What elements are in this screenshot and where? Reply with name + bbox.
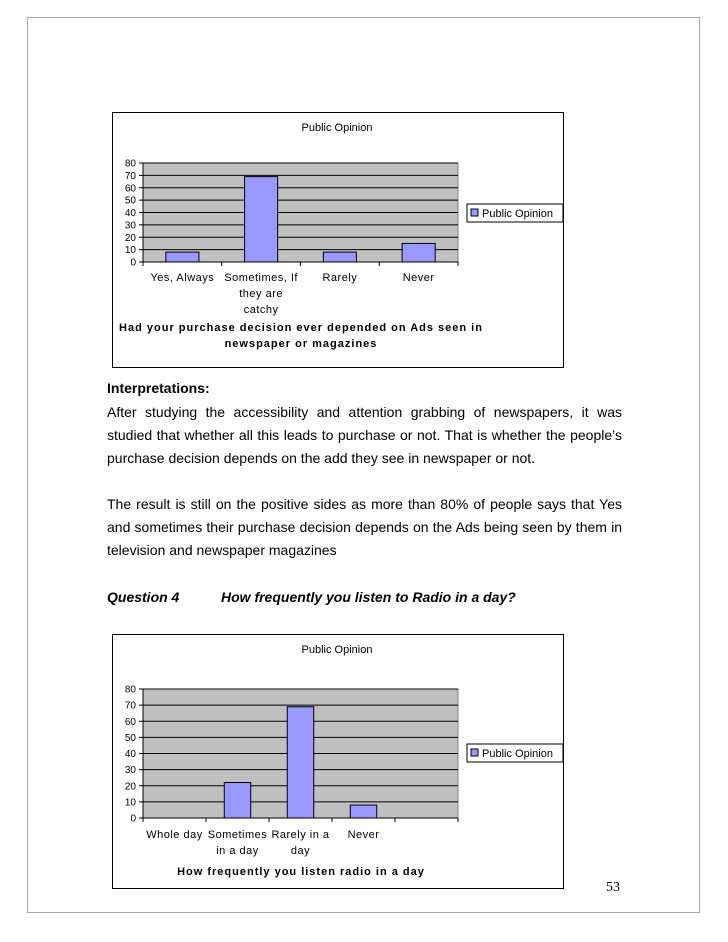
interpretation-paragraph-1: After studying the accessibility and attention grabbing of newspapers, it was studied that whether all this leads to purchase or not. That is whether the people’s purchase decision depends on the add they see in newspaper or not. — [107, 404, 622, 466]
y-tick-label: 80 — [124, 158, 136, 170]
y-tick-label: 80 — [124, 684, 136, 696]
y-tick-label: 60 — [124, 716, 136, 728]
x-axis-label: Had your purchase decision ever depended on Ads seen in — [119, 322, 483, 334]
question-text: How frequently you listen to Radio in a day? — [221, 589, 516, 605]
y-tick-label: 50 — [124, 732, 136, 744]
y-tick-label: 20 — [124, 781, 136, 793]
legend-swatch — [471, 209, 478, 216]
y-tick-label: 60 — [124, 183, 136, 195]
bar-chart-radio-frequency — [112, 634, 564, 889]
y-tick-label: 10 — [124, 797, 136, 809]
y-tick-label: 30 — [124, 765, 136, 777]
category-label: Sometimes — [207, 829, 268, 841]
bar — [224, 783, 250, 818]
page-number: 53 — [606, 880, 620, 895]
category-label: day — [290, 845, 311, 857]
y-tick-label: 0 — [130, 813, 136, 825]
y-tick-label: 50 — [124, 195, 136, 207]
category-label: in a day — [216, 845, 259, 857]
y-tick-label: 70 — [124, 170, 136, 182]
y-tick-label: 40 — [124, 749, 136, 760]
y-tick-label: 0 — [130, 257, 136, 269]
bar — [166, 252, 199, 262]
bar-chart-purchase-decision — [112, 112, 564, 368]
category-label: catchy — [243, 304, 279, 316]
y-tick-label: 40 — [124, 208, 136, 219]
category-label: Never — [347, 829, 380, 841]
chart-title: Public Opinion — [301, 122, 373, 134]
interpretations-heading: Interpretations: — [107, 380, 210, 396]
category-label: Yes, Always — [150, 272, 215, 284]
x-axis-label: How frequently you listen radio in a day — [177, 866, 425, 878]
bar — [402, 243, 435, 262]
category-label: they are — [239, 288, 283, 300]
interpretation-paragraph-2: The result is still on the positive sides as more than 80% of people says that Yes and sometimes their purchase decision depends on the Ads being seen by them in television and newspaper magazines — [107, 496, 622, 558]
chart-title: Public Opinion — [301, 644, 373, 656]
chart-canvas — [113, 113, 565, 369]
bar — [323, 252, 356, 262]
chart-canvas — [113, 635, 565, 890]
question-number: Question 4 — [107, 589, 180, 605]
bar — [350, 805, 376, 818]
y-tick-label: 10 — [124, 245, 136, 257]
category-label: Whole day — [146, 829, 203, 841]
category-label: Never — [402, 272, 435, 284]
category-label: Rarely — [322, 272, 358, 284]
legend-label: Public Opinion — [482, 208, 553, 220]
y-tick-label: 30 — [124, 220, 136, 232]
legend-swatch — [471, 749, 478, 756]
category-label: Rarely in a — [271, 829, 330, 841]
x-axis-label: newspaper or magazines — [224, 338, 378, 350]
y-tick-label: 20 — [124, 232, 136, 244]
bar — [245, 177, 278, 262]
y-tick-label: 70 — [124, 700, 136, 712]
category-label: Sometimes, If — [224, 272, 298, 284]
bar — [287, 707, 313, 818]
legend-label: Public Opinion — [482, 748, 553, 760]
